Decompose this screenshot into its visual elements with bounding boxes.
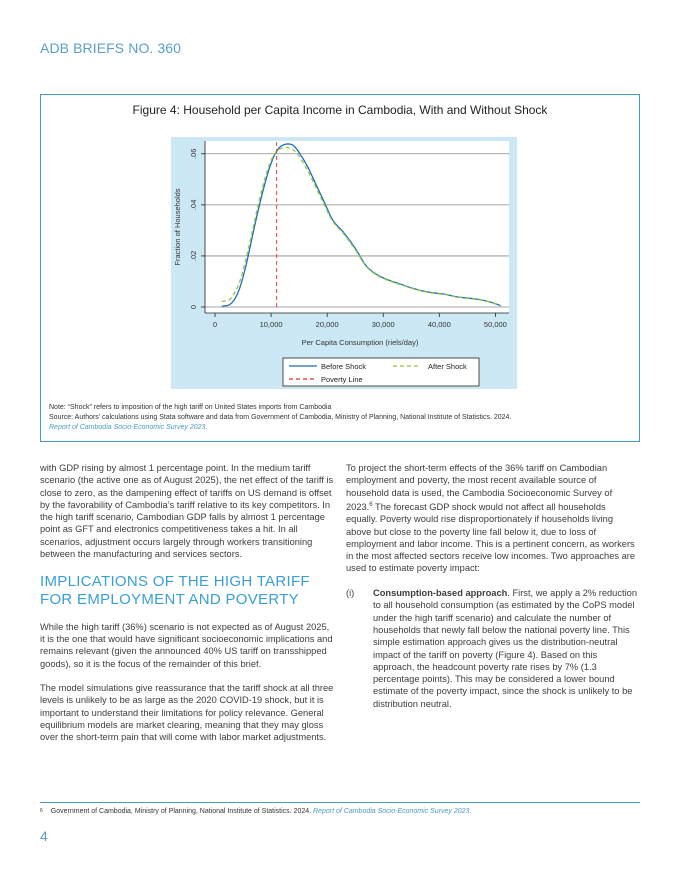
paragraph-text: The forecast GDP shock would not affect all households equally. Poverty would rise disproportionately if households living above but close to the poverty line fall below it, due to loss of employment and labor income. This is a pertinent concern, as workers in the most affected sectors receive low incomes. Two approaches are used to estimate poverty impact: [346,501,636,574]
footnote-ref[interactable]: 6 [369,501,373,508]
figure-source: Source: Authors’ calculations using Stata software and data from Government of Cambodia, Ministry of Planning, National Institute of Statistics. 2024. [49,414,512,421]
y-tick-label: .04 [189,199,198,211]
series-title: ADB BRIEFS NO. 360 [40,40,182,56]
legend-label-poverty: Poverty Line [321,375,363,384]
list-bold-term: Consumption-based approach [373,588,508,599]
paragraph [346,462,638,575]
right-column [346,462,638,710]
footnote-mark: 6 [40,808,43,814]
x-axis-label: Per Capita Consumption (riels/day) [301,338,419,347]
y-axis-label: Fraction of Households [173,188,182,266]
legend-label-after: After Shock [428,362,467,371]
paragraph: The model simulations give reassurance that the tariff shock at all three levels is unlikely to be as large as the 2020 COVID-19 shock, but it is important to understand their limitations for policy relevance. General equilibrium models are market clearing, meaning that they may gloss over the short-term pain that will come with labor market adjustments. [40,683,334,743]
x-tick-label: 30,000 [371,320,395,329]
list-number: (i) [346,588,355,599]
paragraph: While the high tariff (36%) scenario is not expected as of August 2025, it is the one that would have significant socioeconomic implications and remains relevant (given the announced 40% US tariff on transshipped goods), so it is the focus of the remainder of this brief. [40,621,333,669]
y-tick-label: 0 [189,304,198,310]
chart [171,137,517,389]
paragraph-text: To project the short-term effects of the 36% tariff on Cambodian employment and poverty, the most recent available source of household data is used, the Cambodia Socioeconomic Survey of 2023. [346,463,613,512]
x-tick-label: 40,000 [427,320,451,329]
footnote [40,808,471,815]
list-text [373,587,638,710]
x-tick-label: 50,000 [483,320,507,329]
footnote-divider [40,802,640,803]
figure-notes [49,403,511,433]
paragraph: with GDP rising by almost 1 percentage point. In the medium tariff scenario (the active one as of August 2025), the net effect of the tariff is close to zero, as the dampening effect of tariffs on US demand is offset by the favorability of Cambodia’s tariff relative to its key competitors. In the high tariff scenario, Cambodian GDP falls by almost 1 percentage point as GFT and electronics competitiveness takes a hit. In all scenarios, adjustment occurs largely through workers transitioning between the manufacturing and services sectors. [40,463,334,560]
x-tick-label: 10,000 [259,320,283,329]
figure-title: Figure 4: Household per Capita Income in Cambodia, With and Without Shock [132,103,548,117]
plot-area [205,141,509,313]
section-heading: IMPLICATIONS OF THE HIGH TARIFF FOR EMPLOYMENT AND POVERTY [40,572,310,608]
page-number: 4 [40,828,48,844]
footnote-link[interactable]: Report of Cambodia Socio-Economic Survey 2023. [313,808,472,815]
y-tick-label: .02 [189,250,198,262]
figure-box [40,94,640,442]
x-tick-label: 0 [212,320,218,329]
left-column [40,462,336,756]
list-item [346,587,638,710]
figure-source-link[interactable]: Report of Cambodia Socio-Economic Survey 2023. [49,424,208,431]
figure-note: Note: “Shock” refers to imposition of the high tariff on United States imports from Cambodia [49,404,332,411]
y-tick-label: .06 [189,148,198,159]
list-body: . First, we apply a 2% reduction to all household consumption (as estimated by the CoPS model under the high tariff scenario) and calculate the number of households that newly fall below the national poverty line. This simple estimation approach gives us the distribution-neutral impact of the tariff on poverty (Figure 4). Based on this approach, the headcount poverty rate rises by 7% (1.3 percentage points). This may be considered a lower bound estimate of the poverty impact, since the shock is unlikely to be distribution neutral. [373,588,637,709]
legend [283,358,479,386]
legend-label-before: Before Shock [321,362,367,371]
x-tick-label: 20,000 [315,320,339,329]
footnote-text: Government of Cambodia, Ministry of Planning, National Institute of Statistics. 2024. [50,808,314,815]
